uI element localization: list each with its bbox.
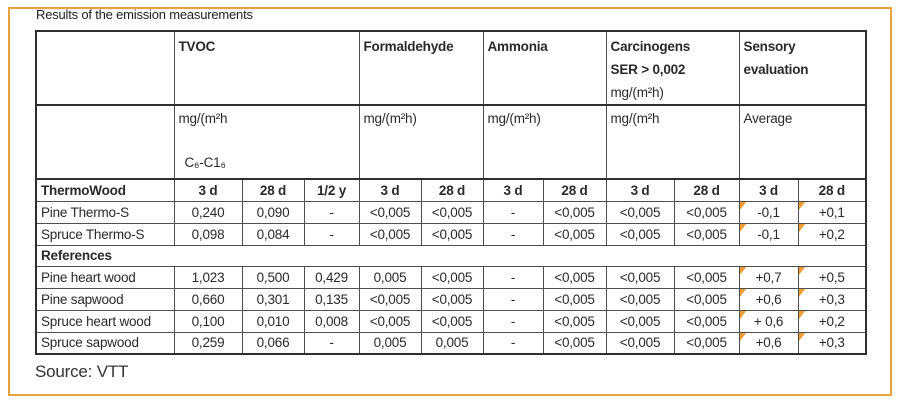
value-cell: +0,6 (739, 332, 798, 354)
group-title: Sensory (743, 39, 796, 54)
unit-text: mg/(m²h) (363, 111, 417, 126)
group-unit-note: mg/(m²h) (610, 85, 664, 100)
value-cell: - (304, 201, 359, 223)
col-header: 28 d (421, 179, 483, 201)
col-header: 28 d (242, 179, 304, 201)
value-cell: <0,005 (606, 201, 674, 223)
row-label: Spruce heart wood (36, 310, 174, 332)
value-cell: <0,005 (674, 332, 739, 354)
value-cell: <0,005 (359, 223, 421, 245)
table-title: Results of the emission measurements (36, 7, 253, 22)
row-label: Pine Thermo-S (36, 201, 174, 223)
value-cell: <0,005 (543, 201, 606, 223)
table-body (36, 201, 866, 354)
unit-cell-ammonia (483, 105, 606, 179)
unit-text: mg/(m²h) (487, 111, 541, 126)
value-cell: <0,005 (543, 266, 606, 288)
value-cell: <0,005 (674, 310, 739, 332)
value-cell: 0,135 (304, 288, 359, 310)
range-text: C₆-C1₆ (184, 155, 226, 170)
value-cell: 0,240 (174, 201, 242, 223)
value-cell: <0,005 (421, 288, 483, 310)
value-cell: <0,005 (674, 266, 739, 288)
group-title: Formaldehyde (363, 39, 454, 54)
group-header-tvoc (174, 31, 359, 105)
value-cell: <0,005 (421, 266, 483, 288)
group-title: Ammonia (487, 39, 548, 54)
value-cell: - (483, 223, 543, 245)
section-row-label: References (36, 245, 866, 266)
group-title: TVOC (178, 39, 216, 54)
value-cell: +0,3 (798, 332, 866, 354)
unit-text: mg/(m²h (610, 111, 660, 126)
value-cell: 0,005 (359, 332, 421, 354)
value-cell: -0,1 (739, 223, 798, 245)
value-cell: <0,005 (674, 288, 739, 310)
value-cell: 0,090 (242, 201, 304, 223)
value-cell: -0,1 (739, 201, 798, 223)
col-header: 3 d (174, 179, 242, 201)
unit-text: Average (743, 111, 793, 126)
row-label: Pine sapwood (36, 288, 174, 310)
value-cell: +0,3 (798, 288, 866, 310)
unit-cell-tvoc (174, 105, 359, 179)
col-header: 1/2 y (304, 179, 359, 201)
value-cell: <0,005 (543, 310, 606, 332)
value-cell: <0,005 (359, 201, 421, 223)
value-cell: 1,023 (174, 266, 242, 288)
unit-text: mg/(m²h (178, 111, 228, 126)
value-cell: +0,6 (739, 288, 798, 310)
value-cell: 0,660 (174, 288, 242, 310)
value-cell: <0,005 (606, 332, 674, 354)
value-cell: 0,259 (174, 332, 242, 354)
group-header-formaldehyde (359, 31, 483, 105)
value-cell: 0,429 (304, 266, 359, 288)
value-cell: <0,005 (543, 332, 606, 354)
value-cell: 0,098 (174, 223, 242, 245)
value-cell: +0,5 (798, 266, 866, 288)
value-cell: <0,005 (606, 266, 674, 288)
corner-empty-cell (36, 31, 174, 105)
row-label: Spruce Thermo-S (36, 223, 174, 245)
col-header: 3 d (606, 179, 674, 201)
group-title: Carcinogens (610, 39, 691, 54)
value-cell: - (304, 332, 359, 354)
group-header-sensory (739, 31, 866, 105)
source-caption: Source: VTT (35, 362, 129, 381)
unit-cell-carcinogens (606, 105, 739, 179)
row-label: Pine heart wood (36, 266, 174, 288)
value-cell: <0,005 (543, 288, 606, 310)
value-cell: +0,7 (739, 266, 798, 288)
value-cell: <0,005 (606, 223, 674, 245)
value-cell: <0,005 (674, 201, 739, 223)
value-cell: <0,005 (359, 288, 421, 310)
unit-cell-sensory (739, 105, 866, 179)
value-cell: - (483, 332, 543, 354)
value-cell: 0,010 (242, 310, 304, 332)
value-cell: 0,301 (242, 288, 304, 310)
value-cell: 0,500 (242, 266, 304, 288)
col-header: 3 d (483, 179, 543, 201)
value-cell: <0,005 (359, 310, 421, 332)
value-cell: <0,005 (674, 223, 739, 245)
emissions-table (35, 30, 867, 355)
value-cell: <0,005 (421, 223, 483, 245)
col-header: 3 d (739, 179, 798, 201)
value-cell: +0,2 (798, 223, 866, 245)
row-label: Spruce sapwood (36, 332, 174, 354)
value-cell: +0,2 (798, 310, 866, 332)
value-cell: <0,005 (543, 223, 606, 245)
value-cell: +0,1 (798, 201, 866, 223)
value-cell: - (483, 266, 543, 288)
group-header-carcinogens (606, 31, 739, 105)
row-group-header: ThermoWood (36, 179, 174, 201)
unit-empty-cell (36, 105, 174, 179)
unit-cell-formaldehyde (359, 105, 483, 179)
value-cell: - (483, 288, 543, 310)
value-cell: <0,005 (606, 310, 674, 332)
value-cell: - (304, 223, 359, 245)
value-cell: 0,005 (359, 266, 421, 288)
value-cell: 0,005 (421, 332, 483, 354)
col-header: 28 d (798, 179, 866, 201)
group-subtitle: evaluation (743, 62, 809, 77)
value-cell: <0,005 (606, 288, 674, 310)
value-cell: 0,008 (304, 310, 359, 332)
value-cell: 0,066 (242, 332, 304, 354)
col-header: 3 d (359, 179, 421, 201)
value-cell: + 0,6 (739, 310, 798, 332)
col-header: 28 d (543, 179, 606, 201)
value-cell: - (483, 310, 543, 332)
group-subtitle: SER > 0,002 (610, 62, 686, 77)
value-cell: <0,005 (421, 201, 483, 223)
col-header: 28 d (674, 179, 739, 201)
value-cell: <0,005 (421, 310, 483, 332)
value-cell: - (483, 201, 543, 223)
value-cell: 0,084 (242, 223, 304, 245)
value-cell: 0,100 (174, 310, 242, 332)
group-header-ammonia (483, 31, 606, 105)
